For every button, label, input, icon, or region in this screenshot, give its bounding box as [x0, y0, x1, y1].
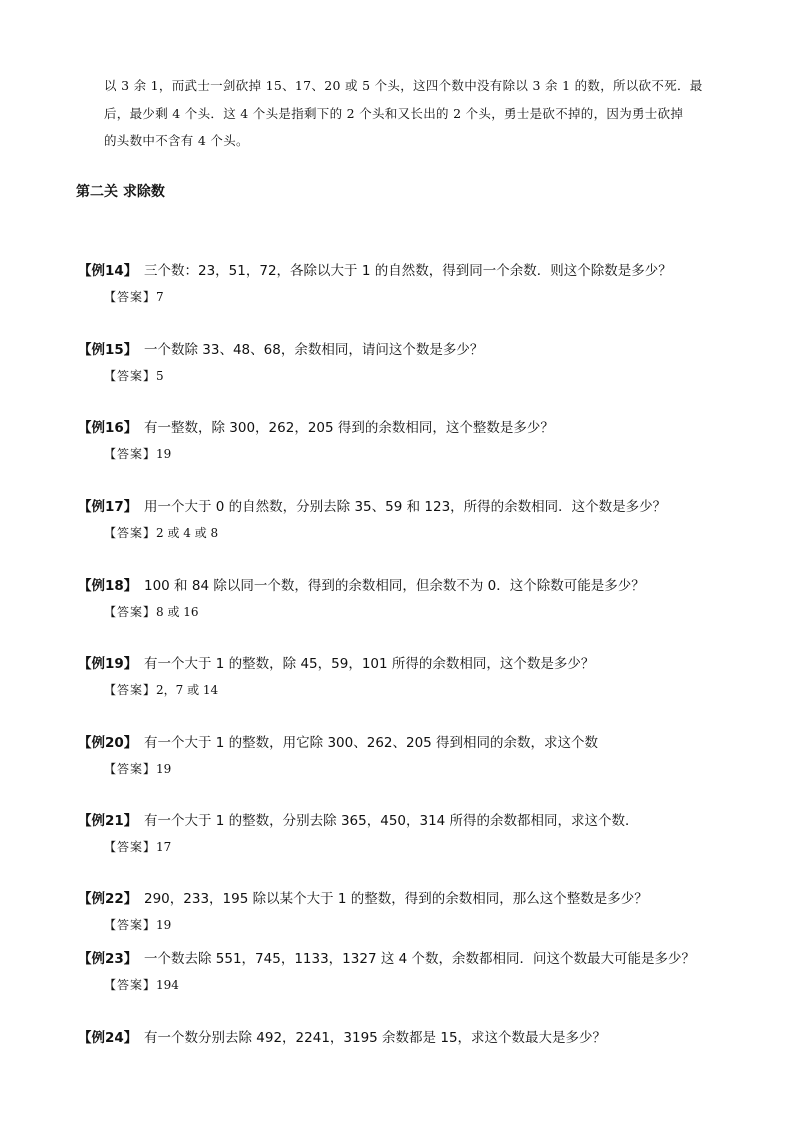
question-line — [78, 889, 758, 909]
answer-line — [104, 603, 758, 621]
answer-value: 19 — [156, 762, 172, 776]
question-text: 100 和 84 除以同一个数，得到的余数相同，但余数不为 0．这个除数可能是多少？ — [144, 578, 645, 594]
answer-value: 19 — [156, 918, 172, 932]
example-23 — [78, 949, 758, 994]
question-text: 有一个大于 1 的整数，分别去除 365，450，314 所得的余数都相同，求这个数． — [144, 813, 639, 829]
answer-value: 2 或 4 或 8 — [156, 526, 219, 540]
example-18 — [78, 576, 758, 621]
question-line — [78, 654, 758, 674]
example-label: 【例14】 — [78, 263, 138, 279]
answer-value: 17 — [156, 840, 172, 854]
example-17 — [78, 497, 758, 542]
question-text: 三个数：23，51，72，各除以大于 1 的自然数，得到同一个余数．则这个除数是多少？ — [144, 263, 672, 279]
question-line — [78, 340, 758, 360]
question-line — [78, 261, 758, 281]
example-label: 【例16】 — [78, 420, 138, 436]
example-label: 【例19】 — [78, 656, 138, 672]
intro-line: 以 3 余 1，而武士一剑砍掉 15、17、20 或 5 个头，这四个数中没有除以 3 余 1 的数，所以砍不死．最 — [104, 78, 703, 93]
example-label: 【例24】 — [78, 1030, 138, 1046]
answer-line — [104, 367, 758, 385]
question-line — [78, 1028, 758, 1048]
answer-tag: 【答案】 — [104, 605, 157, 619]
example-16 — [78, 418, 758, 463]
answer-tag: 【答案】 — [104, 683, 157, 697]
example-label: 【例15】 — [78, 342, 138, 358]
answer-tag: 【答案】 — [104, 447, 157, 461]
answer-line — [104, 524, 758, 542]
example-22 — [78, 889, 758, 934]
answer-line — [104, 288, 758, 306]
question-line — [78, 733, 758, 753]
question-text: 290，233，195 除以某个大于 1 的整数，得到的余数相同，那么这个整数是多少？ — [144, 891, 648, 907]
answer-line — [104, 445, 758, 463]
example-24 — [78, 1028, 758, 1048]
answer-tag: 【答案】 — [104, 526, 157, 540]
question-line — [78, 497, 758, 517]
example-label: 【例21】 — [78, 813, 138, 829]
answer-tag: 【答案】 — [104, 290, 157, 304]
answer-line — [104, 760, 758, 778]
example-label: 【例17】 — [78, 499, 138, 515]
question-line — [78, 418, 758, 438]
section-title: 第二关 求除数 — [76, 184, 165, 200]
answer-value: 194 — [156, 978, 179, 992]
intro-line: 后，最少剩 4 个头．这 4 个头是指剩下的 2 个头和又长出的 2 个头，勇士是砍不掉的，因为勇士砍掉 — [104, 105, 684, 121]
example-21 — [78, 811, 758, 856]
answer-tag: 【答案】 — [104, 840, 157, 854]
example-label: 【例22】 — [78, 891, 138, 907]
answer-value: 8 或 16 — [156, 605, 199, 619]
answer-line — [104, 681, 758, 699]
answer-value: 2，7 或 14 — [156, 683, 219, 697]
example-label: 【例23】 — [78, 951, 138, 967]
answer-value: 7 — [156, 290, 164, 304]
answer-line — [104, 838, 758, 856]
example-14 — [78, 261, 758, 306]
question-line — [78, 949, 758, 969]
question-text: 有一个大于 1 的整数，用它除 300、262、205 得到相同的余数，求这个数 — [144, 735, 599, 751]
question-text: 一个数除 33、48、68，余数相同，请问这个数是多少？ — [144, 342, 484, 358]
answer-value: 19 — [156, 447, 172, 461]
answer-line — [104, 976, 758, 994]
question-text: 有一个数分别去除 492，2241，3195 余数都是 15，求这个数最大是多少？ — [144, 1030, 607, 1046]
example-20 — [78, 733, 758, 778]
answer-tag: 【答案】 — [104, 918, 157, 932]
answer-tag: 【答案】 — [104, 978, 157, 992]
intro-line: 的头数中不含有 4 个头。 — [104, 133, 249, 148]
example-label: 【例20】 — [78, 735, 138, 751]
question-text: 用一个大于 0 的自然数，分别去除 35、59 和 123，所得的余数相同．这个数是多少？ — [144, 499, 667, 515]
example-19 — [78, 654, 758, 699]
question-text: 有一整数，除 300，262，205 得到的余数相同，这个整数是多少？ — [144, 420, 554, 436]
question-text: 有一个大于 1 的整数，除 45，59，101 所得的余数相同，这个数是多少？ — [144, 656, 595, 672]
question-line — [78, 576, 758, 596]
question-line — [78, 811, 758, 831]
answer-value: 5 — [156, 369, 164, 383]
intro-paragraph — [104, 72, 724, 155]
question-text: 一个数去除 551，745，1133，1327 这 4 个数，余数都相同．问这个数最大可能是多少？ — [144, 951, 696, 967]
example-15 — [78, 340, 758, 385]
answer-tag: 【答案】 — [104, 762, 157, 776]
answer-line — [104, 916, 758, 934]
answer-tag: 【答案】 — [104, 369, 157, 383]
example-label: 【例18】 — [78, 578, 138, 594]
